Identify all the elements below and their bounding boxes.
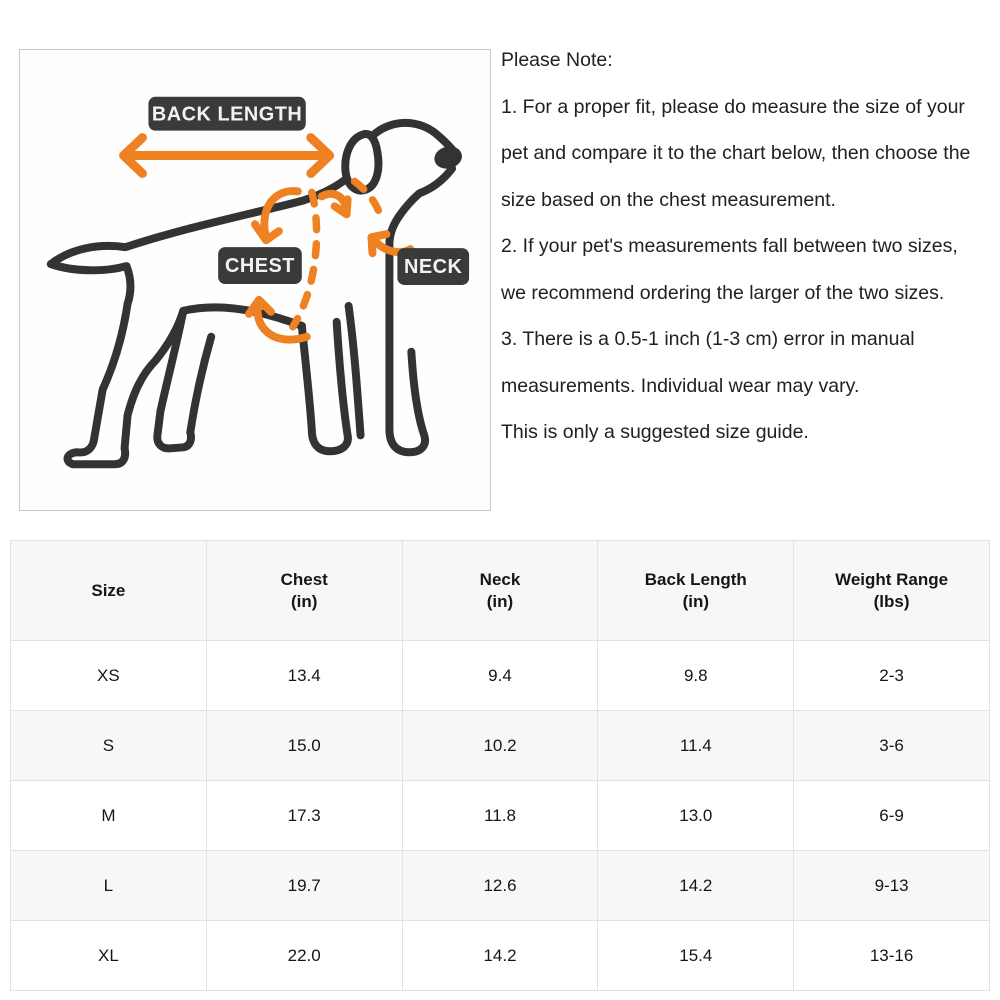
column-header: Chest (in) [206,541,402,641]
table-cell: 14.2 [598,851,794,921]
table-cell: 9.4 [402,641,598,711]
size-chart-table [10,540,990,991]
table-cell: XL [11,921,207,991]
column-header: Size [11,541,207,641]
table-cell: 9-13 [794,851,990,921]
table-body [11,641,990,991]
note-line: 2. If your pet's measurements fall between two sizes, [501,235,958,257]
column-header: Weight Range (lbs) [794,541,990,641]
table-cell: 9.8 [598,641,794,711]
table-header [11,541,990,641]
table-cell: 10.2 [402,711,598,781]
table-cell: 13-16 [794,921,990,991]
table-cell: 14.2 [402,921,598,991]
note-line: 3. There is a 0.5-1 inch (1-3 cm) error in manual [501,328,915,350]
withers-arrow [322,194,348,215]
note-line: This is only a suggested size guide. [501,421,809,443]
table-row [11,781,990,851]
column-header: Neck (in) [402,541,598,641]
dog-ear [345,134,378,191]
dog-measurement-diagram [19,49,491,511]
table-cell: 15.0 [206,711,402,781]
table-cell: 11.4 [598,711,794,781]
chest-label-text: CHEST [224,255,295,278]
back-length-label-text: BACK LENGTH [151,103,303,126]
table-cell: 12.6 [402,851,598,921]
table-row [11,641,990,711]
table-row [11,921,990,991]
note-line: we recommend ordering the larger of the two sizes. [501,281,945,304]
dog-diagram-svg [20,50,490,510]
note-line: measurements. Individual wear may vary. [501,374,860,397]
header-row [11,541,990,641]
table-row [11,851,990,921]
table-cell: M [11,781,207,851]
table-cell: 15.4 [598,921,794,991]
table-cell: L [11,851,207,921]
table-cell: XS [11,641,207,711]
chest-label [218,247,302,284]
note-line: size based on the chest measurement. [501,188,836,211]
chest-arrow-top [255,191,298,240]
back-length-arrow [124,138,330,174]
table-cell: 22.0 [206,921,402,991]
back-length-label [148,97,305,131]
neck-label [397,248,469,285]
table-cell: 6-9 [794,781,990,851]
table-cell: 11.8 [402,781,598,851]
table-cell: 13.0 [598,781,794,851]
table-cell: S [11,711,207,781]
neck-label-text: NECK [404,256,463,279]
note-line: 1. For a proper fit, please do measure the size of your [501,95,965,118]
table-cell: 13.4 [206,641,402,711]
dog-nose [432,144,464,172]
dog-outline [51,123,464,464]
notes-section [501,37,970,456]
table-cell: 3-6 [794,711,990,781]
table-cell: 2-3 [794,641,990,711]
note-line: Please Note: [501,49,613,71]
note-line: pet and compare it to the chart below, then choose the [501,142,971,164]
table-row [11,711,990,781]
column-header: Back Length (in) [598,541,794,641]
table-cell: 17.3 [206,781,402,851]
table-cell: 19.7 [206,851,402,921]
